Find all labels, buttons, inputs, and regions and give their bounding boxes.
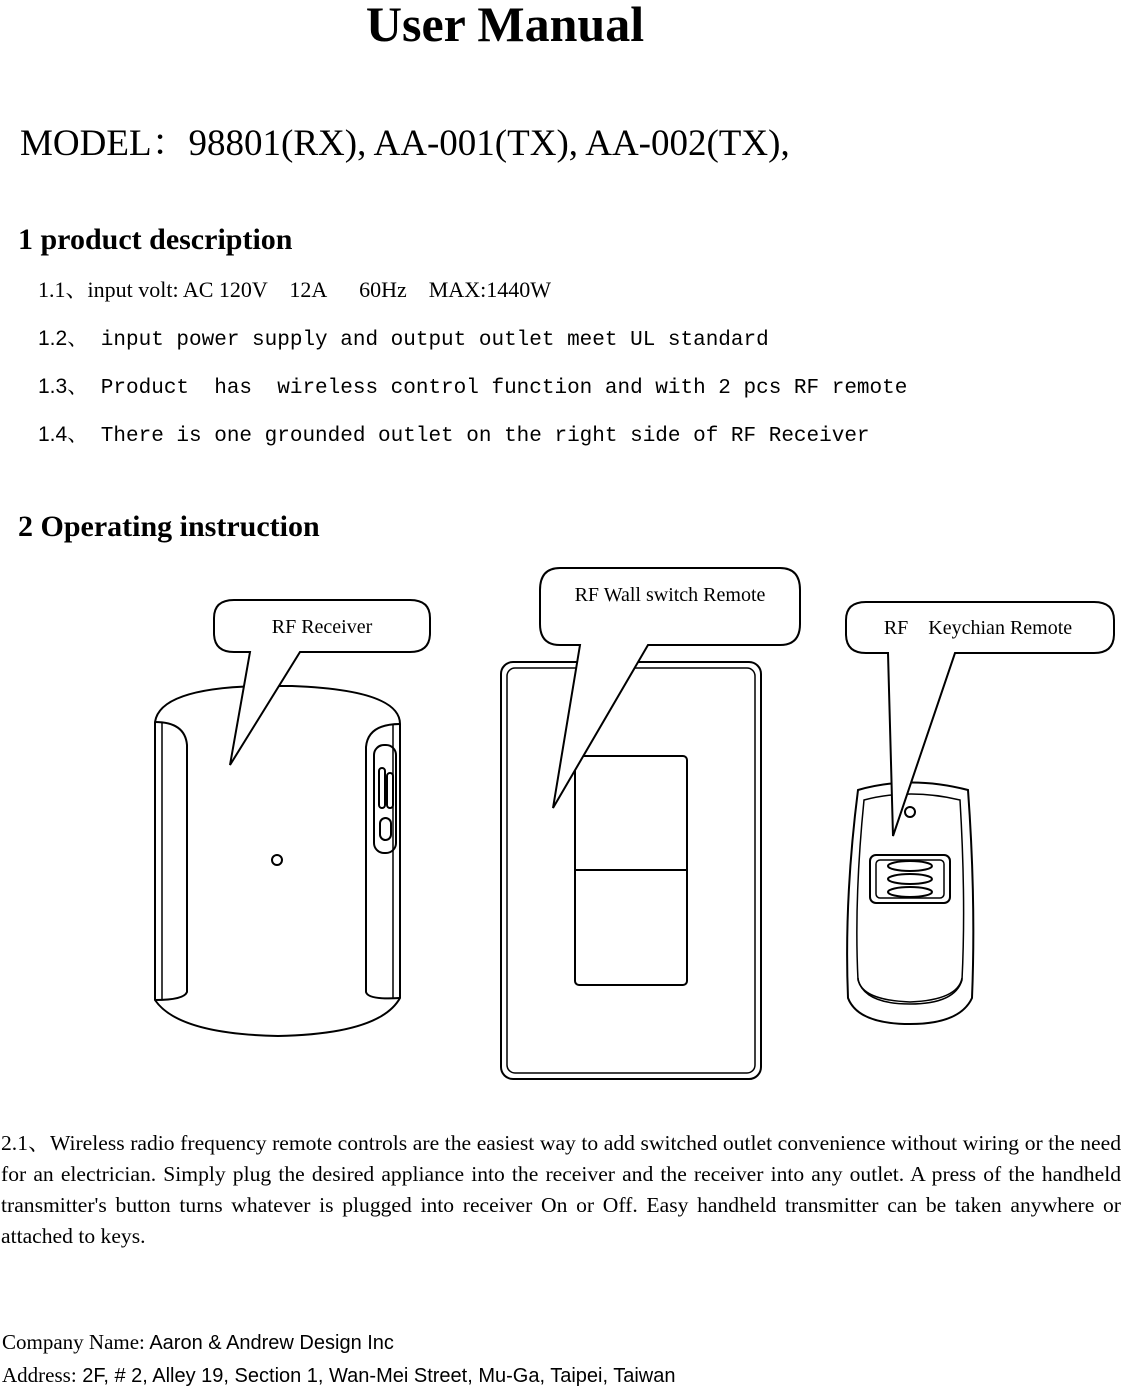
rf-receiver-drawing [155, 686, 400, 1036]
item-text: Product has wireless control function and with 2 pcs RF remote [88, 377, 908, 400]
address-label: Address: [2, 1363, 77, 1387]
list-item [38, 372, 907, 403]
callout-rf-keychain-label: RF Keychian Remote [883, 617, 1073, 639]
item-number: 1.1、 [38, 277, 88, 302]
callout-rf-receiver [214, 600, 430, 765]
footer-address [2, 1361, 675, 1390]
item-number: 1.2、 [38, 327, 89, 350]
item-text: input power supply and output outlet meet UL standard [88, 329, 769, 352]
list-item [38, 276, 551, 304]
company-label: Company Name: [2, 1330, 145, 1354]
model-line: MODEL：98801(RX), AA-001(TX), AA-002(TX), [20, 123, 790, 164]
operating-paragraph: 2.1、Wireless radio frequency remote controls are the easiest way to add switched outlet convenience without wiring or the need for an electrician. Simply plug the desired appliance into the receiver and the receiver into any outlet. A press of the handheld transmitter's button turns whatever is plugged into receiver On or Off. Easy handheld transmitter can be taken anywhere or attached to keys. [1, 1131, 1121, 1248]
section-heading-operating-instruction: 2 Operating instruction [18, 510, 320, 543]
rf-wall-switch-drawing [501, 662, 761, 1079]
item-number: 1.4、 [38, 423, 89, 446]
item-text: input volt: AC 120V 12A 60Hz MAX:1440W [87, 277, 551, 302]
callout-rf-keychain [846, 602, 1114, 836]
item-number: 1.3、 [38, 375, 89, 398]
section-heading-product-description: 1 product description [18, 223, 293, 256]
devices-illustration [0, 560, 1122, 1090]
list-item [38, 324, 769, 355]
page-title: User Manual [365, 0, 645, 52]
list-item [38, 420, 870, 451]
callout-rf-wall-switch-label: RF Wall switch Remote [574, 584, 766, 606]
footer-company [2, 1328, 394, 1357]
company-value: Aaron & Andrew Design Inc [144, 1332, 394, 1354]
item-text: There is one grounded outlet on the right side of RF Receiver [88, 425, 870, 448]
rf-keychain-remote-drawing [847, 783, 973, 1025]
address-value: 2F, # 2, Alley 19, Section 1, Wan-Mei Street, Mu-Ga, Taipei, Taiwan [76, 1365, 676, 1387]
callout-rf-receiver-label: RF Receiver [271, 616, 373, 638]
